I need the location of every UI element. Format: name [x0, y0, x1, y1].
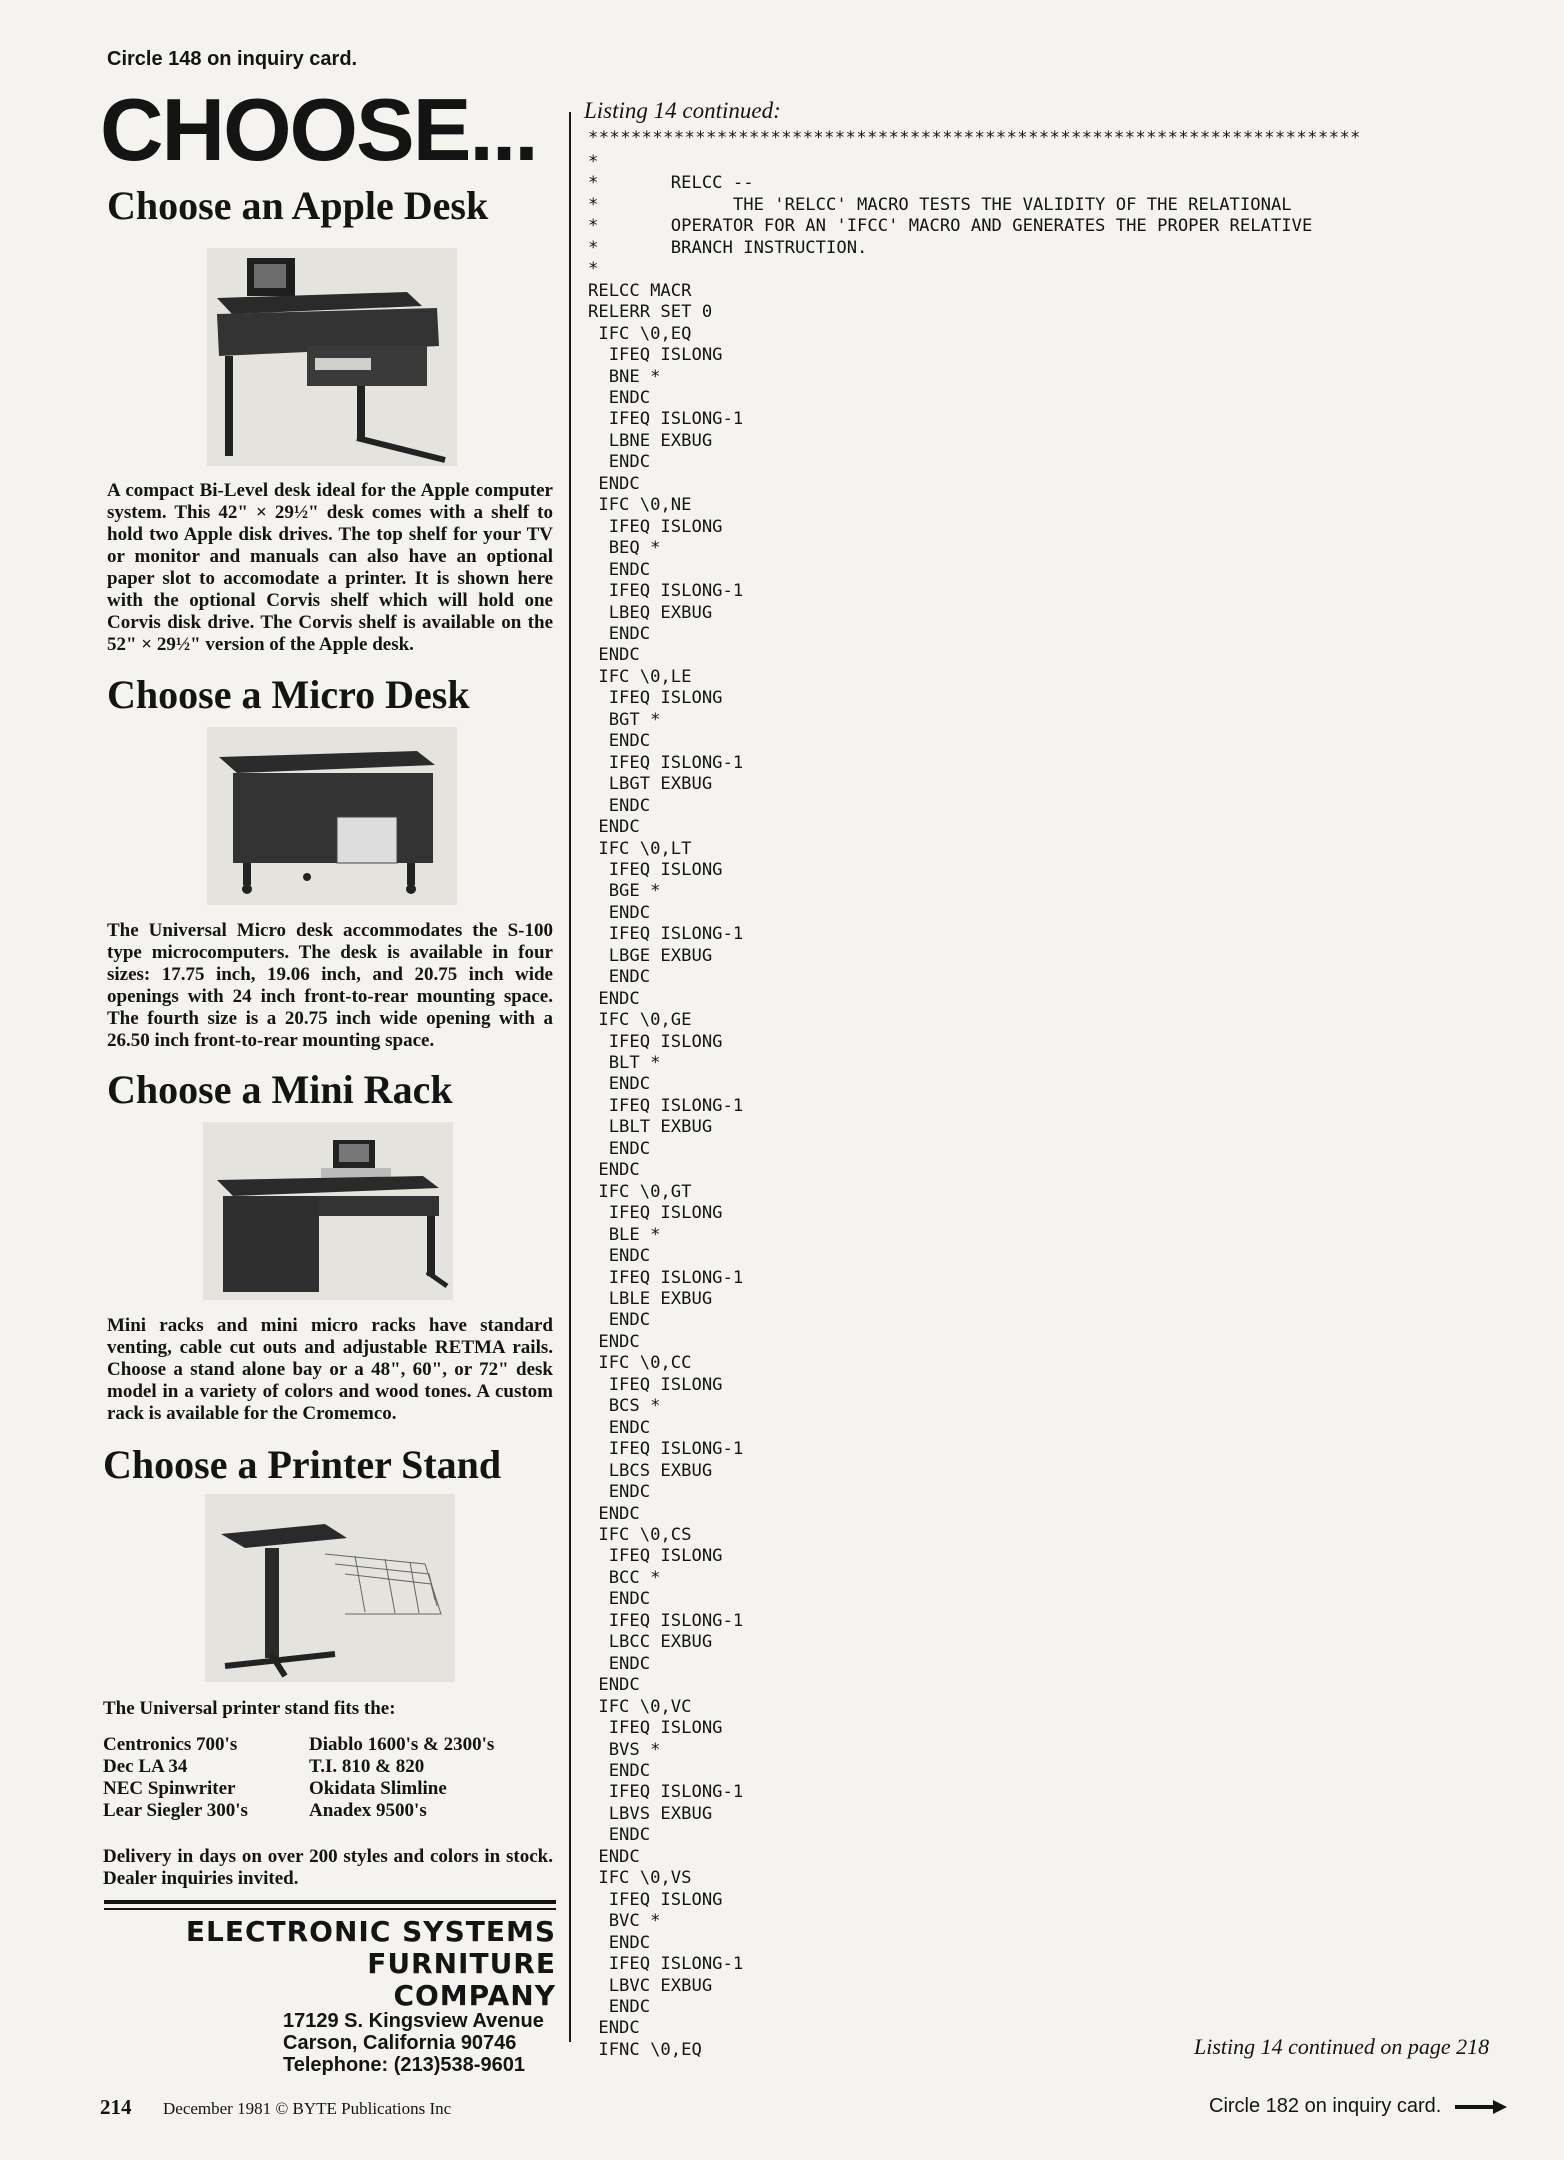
column-divider	[569, 112, 571, 2042]
code-listing: * * RELCC -- * THE 'RELCC' MACRO TESTS THE VALIDITY OF THE RELATIONAL * OPERATOR FOR AN 'IFCC' MACRO AND GENERATES THE PROPER RELATIVE * BRANCH INSTRUCTION. * RELCC MACR RELERR SET 0 IFC \0,EQ IFEQ ISLONG BNE * ENDC IFEQ ISLONG-1 LBNE EXBUG ENDC ENDC IFC \0,NE IFEQ ISLONG BEQ * ENDC IFEQ ISLONG-1 LBEQ EXBUG ENDC ENDC IFC \0,LE IFEQ ISLONG BGT * ENDC IFEQ ISLONG-1 LBGT EXBUG ENDC ENDC IFC \0,LT IFEQ ISLONG BGE * ENDC IFEQ ISLONG-1 LBGE EXBUG ENDC ENDC IFC \0,GE IFEQ ISLONG BLT * ENDC IFEQ ISLONG-1 LBLT EXBUG ENDC ENDC IFC \0,GT IFEQ ISLONG BLE * ENDC IFEQ ISLONG-1 LBLE EXBUG ENDC ENDC IFC \0,CC IFEQ ISLONG BCS * ENDC IFEQ ISLONG-1 LBCS EXBUG ENDC ENDC IFC \0,CS IFEQ ISLONG BCC * ENDC IFEQ ISLONG-1 LBCC EXBUG ENDC ENDC IFC \0,VC IFEQ ISLONG BVS * ENDC IFEQ ISLONG-1 LBVS EXBUG ENDC ENDC IFC \0,VS IFEQ ISLONG BVC * ENDC IFEQ ISLONG-1 LBVC EXBUG ENDC ENDC IFNC \0,EQ	[588, 152, 1313, 2060]
circle-148-notice: Circle 148 on inquiry card.	[107, 48, 358, 70]
page-title: CHOOSE...	[100, 80, 537, 179]
circle-182-text: Circle 182 on inquiry card.	[1209, 2095, 1442, 2117]
address-street: 17129 S. Kingsview Avenue	[283, 2010, 544, 2032]
printer-row	[103, 1734, 494, 1756]
mini-rack-photo	[203, 1122, 453, 1300]
printer-item: Centronics 700's	[103, 1734, 238, 1755]
printer-row	[103, 1800, 494, 1822]
printer-row	[103, 1756, 494, 1778]
heading-micro-desk: Choose a Micro Desk	[107, 672, 470, 717]
logo-rule-top	[104, 1900, 556, 1904]
printer-item: Lear Siegler 300's	[103, 1800, 248, 1821]
printer-stand-photo	[205, 1494, 455, 1682]
micro-desk-photo	[207, 727, 457, 905]
micro-desk-description: The Universal Micro desk accommodates the S-100 type microcomputers. The desk is available in four sizes: 17.75 inch, 19.06 inch, and 20.75 inch wide openings with 24 inch front-to-rear mounting space. The fourth size is a 20.75 inch wide opening with a 26.50 inch front-to-rear mounting space.	[107, 920, 553, 1051]
apple-desk-description: A compact Bi-Level desk ideal for the Apple computer system. This 42" × 29½" desk comes with a shelf to hold two Apple disk drives. The top shelf for your TV or monitor and manuals can also have an optional paper slot to accomodate a printer. It is shown here with the optional Corvis shelf which will hold one Corvis disk drive. The Corvis shelf is available on the 52" × 29½" version of the Apple desk.	[107, 480, 553, 655]
heading-printer-stand: Choose a Printer Stand	[103, 1442, 502, 1487]
company-logo	[104, 1916, 556, 2012]
company-phone: Telephone: (213)538-9601	[283, 2054, 525, 2076]
printer-item: Dec LA 34	[103, 1756, 188, 1777]
listing-heading: Listing 14 continued:	[584, 98, 781, 123]
apple-desk-photo	[207, 248, 457, 466]
listing-star-rule: ************************************************************************	[588, 128, 1361, 148]
logo-rule-bottom	[104, 1908, 556, 1910]
mini-rack-illustration	[203, 1122, 453, 1300]
printer-stand-illustration	[205, 1494, 455, 1682]
printer-item: NEC Spinwriter	[103, 1778, 236, 1799]
arrow-right-icon	[1455, 2100, 1507, 2114]
publication-credit: December 1981 © BYTE Publications Inc	[163, 2099, 452, 2118]
company-address	[283, 2010, 544, 2076]
listing-continued-note: Listing 14 continued on page 218	[1194, 2034, 1490, 2059]
printer-item: Anadex 9500's	[309, 1800, 427, 1821]
micro-desk-illustration	[207, 727, 457, 905]
printer-stand-intro: The Universal printer stand fits the:	[103, 1698, 396, 1719]
printer-item: Diablo 1600's & 2300's	[309, 1734, 495, 1755]
apple-desk-illustration	[207, 248, 457, 466]
mini-rack-description: Mini racks and mini micro racks have standard venting, cable cut outs and adjustable RETMA rails. Choose a stand alone bay or a 48", 60", or 72" desk model in a variety of colors and wood tones. A custom rack is available for the Cromemco.	[107, 1315, 553, 1424]
printer-row	[103, 1778, 494, 1800]
heading-mini-rack: Choose a Mini Rack	[107, 1067, 453, 1112]
circle-182-notice	[1209, 2095, 1507, 2118]
company-name-line1: ELECTRONIC SYSTEMS	[185, 1915, 556, 1948]
heading-apple-desk: Choose an Apple Desk	[107, 183, 489, 228]
company-name-line3: COMPANY	[393, 1979, 556, 2012]
delivery-note: Delivery in days on over 200 styles and colors in stock. Dealer inquiries invited.	[103, 1846, 553, 1889]
printer-item: T.I. 810 & 820	[309, 1756, 425, 1777]
address-city: Carson, California 90746	[283, 2032, 517, 2054]
company-name-line2: FURNITURE	[367, 1947, 556, 1980]
page-number: 214	[100, 2095, 132, 2119]
printer-item: Okidata Slimline	[309, 1778, 447, 1799]
printer-compatibility-list	[103, 1734, 494, 1822]
